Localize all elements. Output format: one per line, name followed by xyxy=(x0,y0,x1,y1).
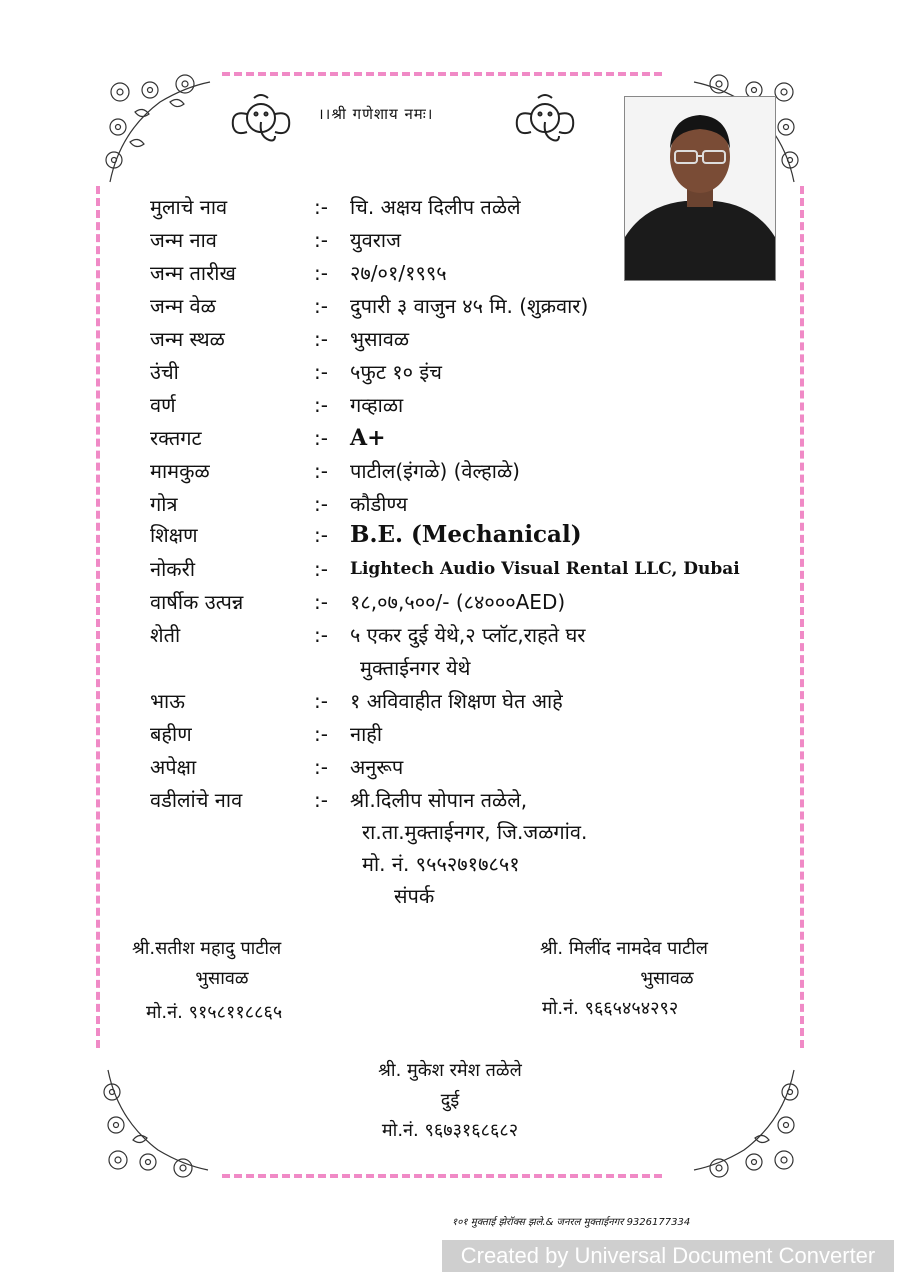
detail-label: मामकुळ xyxy=(150,459,210,483)
detail-label: वडीलांचे नाव xyxy=(150,788,243,812)
border-top xyxy=(222,72,662,76)
detail-label: वर्ण xyxy=(150,393,176,417)
detail-separator: :- xyxy=(314,195,328,219)
detail-separator: :- xyxy=(314,523,328,547)
detail-label: रक्तगट xyxy=(150,426,202,450)
detail-label: बहीण xyxy=(150,722,192,746)
detail-separator: :- xyxy=(314,228,328,252)
contact-3-place: दुई xyxy=(440,1090,460,1111)
detail-value: १ अविवाहीत शिक्षण घेत आहे xyxy=(350,689,563,713)
farm-continuation: मुक्ताईनगर येथे xyxy=(360,656,471,680)
detail-value: २७/०१/१९९५ xyxy=(350,261,447,285)
detail-label: मुलाचे नाव xyxy=(150,195,228,219)
flower-corner-icon xyxy=(684,1060,804,1180)
detail-label: शेती xyxy=(150,623,181,647)
ganesha-icon xyxy=(228,92,294,148)
detail-value: युवराज xyxy=(350,228,401,252)
detail-value: ५फुट १० इंच xyxy=(350,360,442,384)
detail-label: नोकरी xyxy=(150,557,195,581)
flower-corner-icon xyxy=(100,72,220,192)
detail-value: अनुरूप xyxy=(350,755,404,779)
contact-3-name: श्री. मुकेश रमेश तळेले xyxy=(378,1060,522,1081)
detail-separator: :- xyxy=(314,294,328,318)
detail-value: भुसावळ xyxy=(350,327,410,351)
contact-3-phone: मो.नं. ९६७३१६८६८२ xyxy=(381,1120,519,1141)
detail-value: १८,०७,५००/- (८४०००AED) xyxy=(350,590,566,614)
profile-photo xyxy=(624,96,776,281)
contact-1-name: श्री.सतीश महादु पाटील xyxy=(132,938,282,959)
contact-2-name: श्री. मिलींद नामदेव पाटील xyxy=(540,938,708,959)
border-right xyxy=(800,186,804,1048)
detail-label: उंची xyxy=(150,360,179,384)
contact-2-phone: मो.नं. ९६६५४५४२९२ xyxy=(542,998,679,1019)
detail-value: B.E. (Mechanical) xyxy=(350,521,582,548)
detail-value: दुपारी ३ वाजुन ४५ मि. (शुक्रवार) xyxy=(350,294,589,318)
flower-corner-icon xyxy=(98,1060,218,1180)
contact-heading: संपर्क xyxy=(394,884,435,908)
detail-separator: :- xyxy=(314,492,328,516)
father-address: रा.ता.मुक्ताईनगर, जि.जळगांव. xyxy=(362,820,588,844)
detail-label: जन्म नाव xyxy=(150,228,217,252)
invocation-header: ।।श्री गणेशाय नमः। xyxy=(318,105,434,123)
detail-label: अपेक्षा xyxy=(150,755,197,779)
detail-separator: :- xyxy=(314,755,328,779)
contact-2-place: भुसावळ xyxy=(640,968,694,989)
ganesha-icon xyxy=(512,92,578,148)
detail-label: जन्म वेळ xyxy=(150,294,216,318)
detail-label: शिक्षण xyxy=(150,523,198,547)
detail-separator: :- xyxy=(314,393,328,417)
detail-value: कौडीण्य xyxy=(350,492,408,516)
detail-separator: :- xyxy=(314,426,328,450)
contact-1-phone: मो.नं. ९१५८११८८६५ xyxy=(146,1002,283,1023)
detail-label: जन्म तारीख xyxy=(150,261,236,285)
detail-value: नाही xyxy=(350,722,383,746)
detail-separator: :- xyxy=(314,590,328,614)
detail-label: गोत्र xyxy=(150,492,178,516)
detail-separator: :- xyxy=(314,788,328,812)
detail-value: Lightech Audio Visual Rental LLC, Dubai xyxy=(350,559,740,579)
contact-1-place: भुसावळ xyxy=(195,968,249,989)
detail-separator: :- xyxy=(314,360,328,384)
detail-label: वार्षीक उत्पन्न xyxy=(150,590,244,614)
detail-value: पाटील(इंगळे) (वेल्हाळे) xyxy=(350,459,520,483)
detail-label: भाऊ xyxy=(150,689,185,713)
border-left xyxy=(96,186,100,1048)
detail-separator: :- xyxy=(314,261,328,285)
detail-value: A+ xyxy=(350,425,386,451)
detail-separator: :- xyxy=(314,327,328,351)
detail-separator: :- xyxy=(314,557,328,581)
detail-separator: :- xyxy=(314,722,328,746)
father-phone: मो. नं. ९५५२७१७८५१ xyxy=(362,852,520,876)
border-bottom xyxy=(222,1174,662,1178)
detail-separator: :- xyxy=(314,623,328,647)
print-shop-note: १०१ मुक्ताई झेरॉक्स झले.& जनरल मुक्ताईनगर 9326177334 xyxy=(452,1217,691,1228)
detail-separator: :- xyxy=(314,459,328,483)
detail-value: चि. अक्षय दिलीप तळेले xyxy=(350,195,521,219)
detail-value: गव्हाळा xyxy=(350,393,404,417)
detail-separator: :- xyxy=(314,689,328,713)
converter-watermark: Created by Universal Document Converter xyxy=(442,1240,894,1272)
detail-label: जन्म स्थळ xyxy=(150,327,225,351)
detail-value: ५ एकर दुई येथे,२ प्लॉट,राहते घर xyxy=(350,623,586,647)
detail-value: श्री.दिलीप सोपान तळेले, xyxy=(350,788,528,812)
